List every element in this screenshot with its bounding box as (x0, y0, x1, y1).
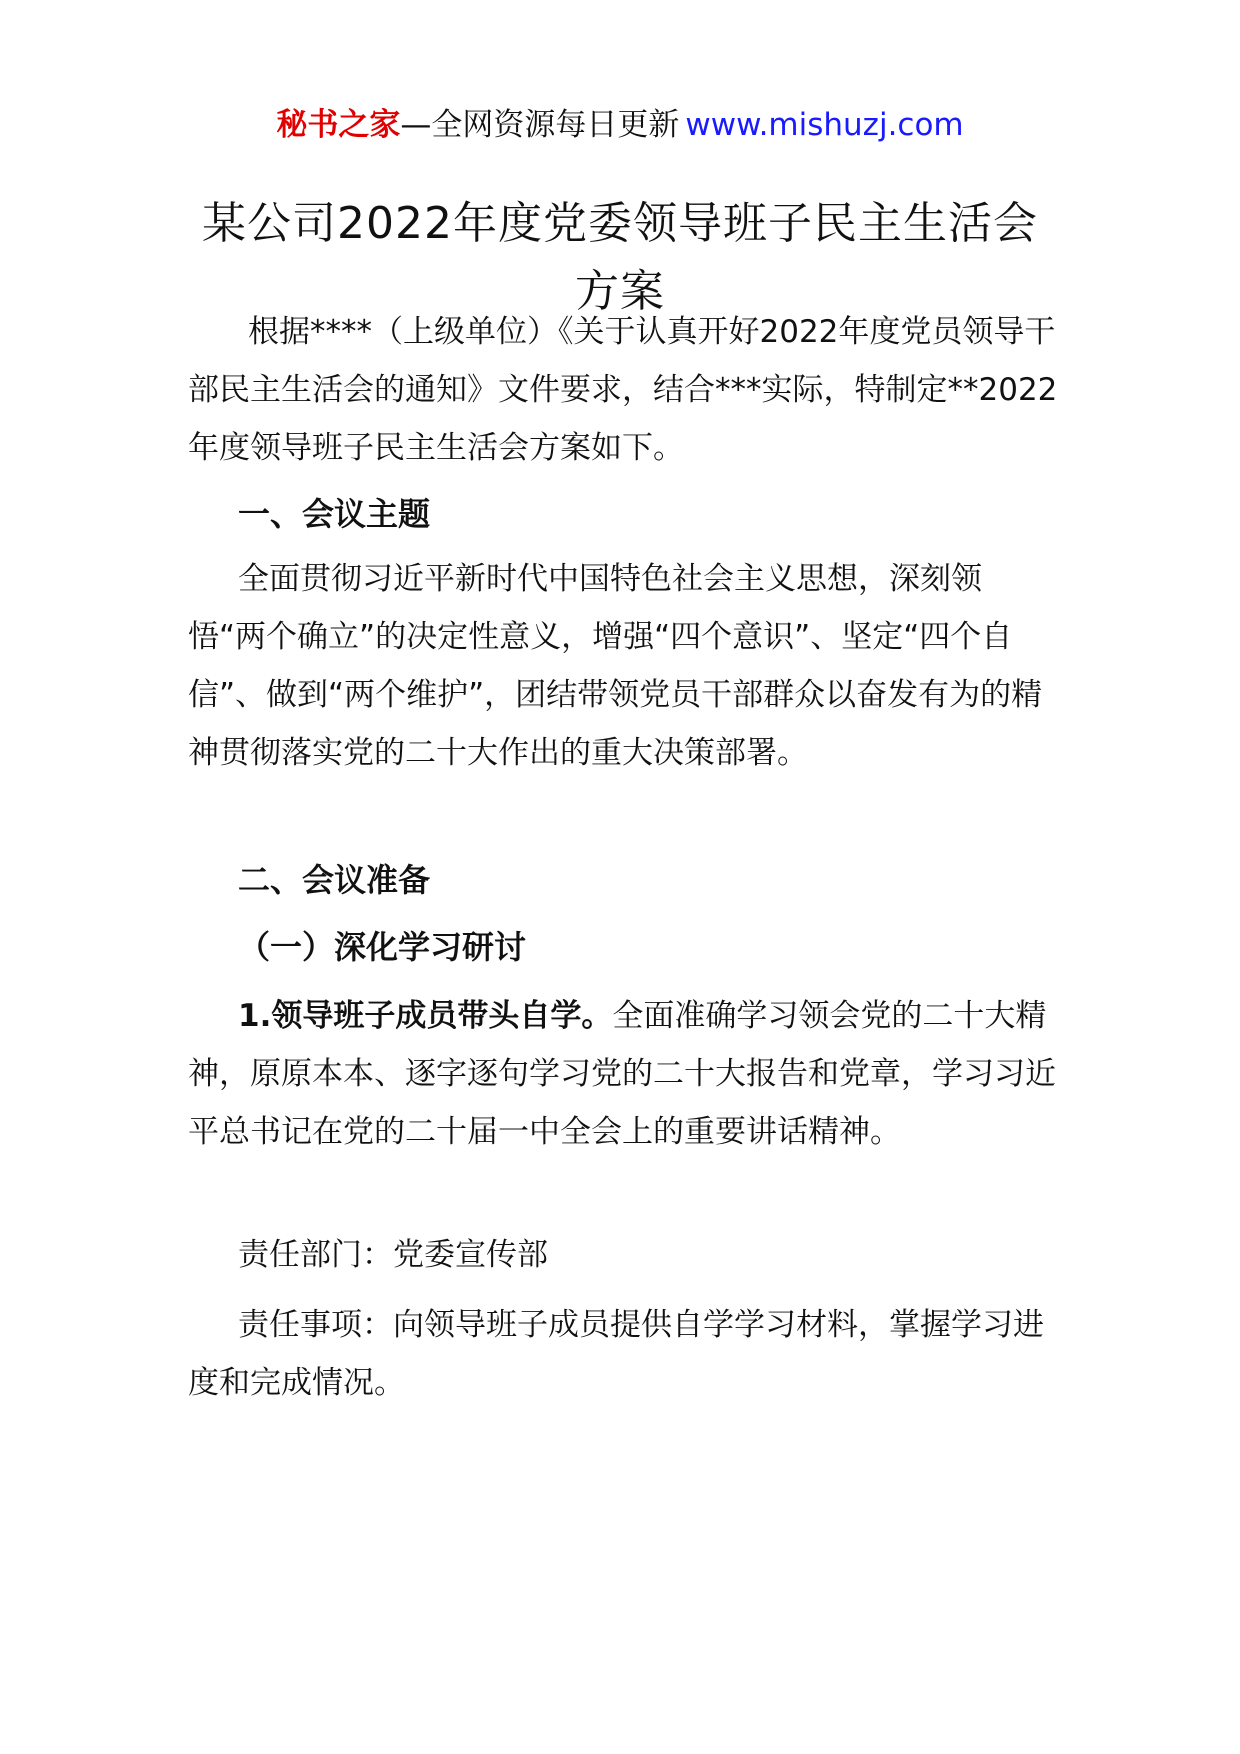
section-1-heading: 一、会议主题 (238, 495, 431, 533)
subsection-heading: （一）深化学习研讨 (238, 928, 527, 966)
item-1-body: 全面准确学习领会党的二十大精神，原原本本、逐字逐句学习党的二十大报告和党章，学习习近平总书记在党的二十届一中全会上的重要讲话精神。 (188, 998, 1056, 1150)
section-2-heading: 二、会议准备 (238, 861, 431, 899)
site-url-link[interactable]: www.mishuzj.com (685, 107, 964, 143)
section-1-body: 全面贯彻习近平新时代中国特色社会主义思想，深刻领悟“两个确立”的决定性意义，增强“四个意识”、坚定“四个自信”、做到“两个维护”，团结带领党员干部群众以奋发有为的精神贯彻落实党的二十大作出的重大决策部署。 (188, 561, 1043, 771)
title-line-1: 某公司2022年度党委领导班子民主生活会 (202, 198, 1038, 249)
header-slogan: —全网资源每日更新 (400, 107, 680, 143)
intro-paragraph: 根据****（上级单位）《关于认真开好2022年度党员领导干部民主生活会的通知》文件要求，结合***实际，特制定**2022年度领导班子民主生活会方案如下。 (188, 314, 1058, 466)
site-header (0, 103, 1240, 147)
brand-name: 秘书之家 (276, 107, 401, 143)
item-1-paragraph (188, 987, 1058, 1161)
responsible-dept: 责任部门：党委宣传部 (238, 1237, 548, 1273)
item-1-lead: 1.领导班子成员带头自学。 (238, 998, 613, 1034)
title-line-2: 方案 (575, 266, 665, 317)
responsible-task: 责任事项：向领导班子成员提供自学学习材料，掌握学习进度和完成情况。 (188, 1307, 1044, 1401)
